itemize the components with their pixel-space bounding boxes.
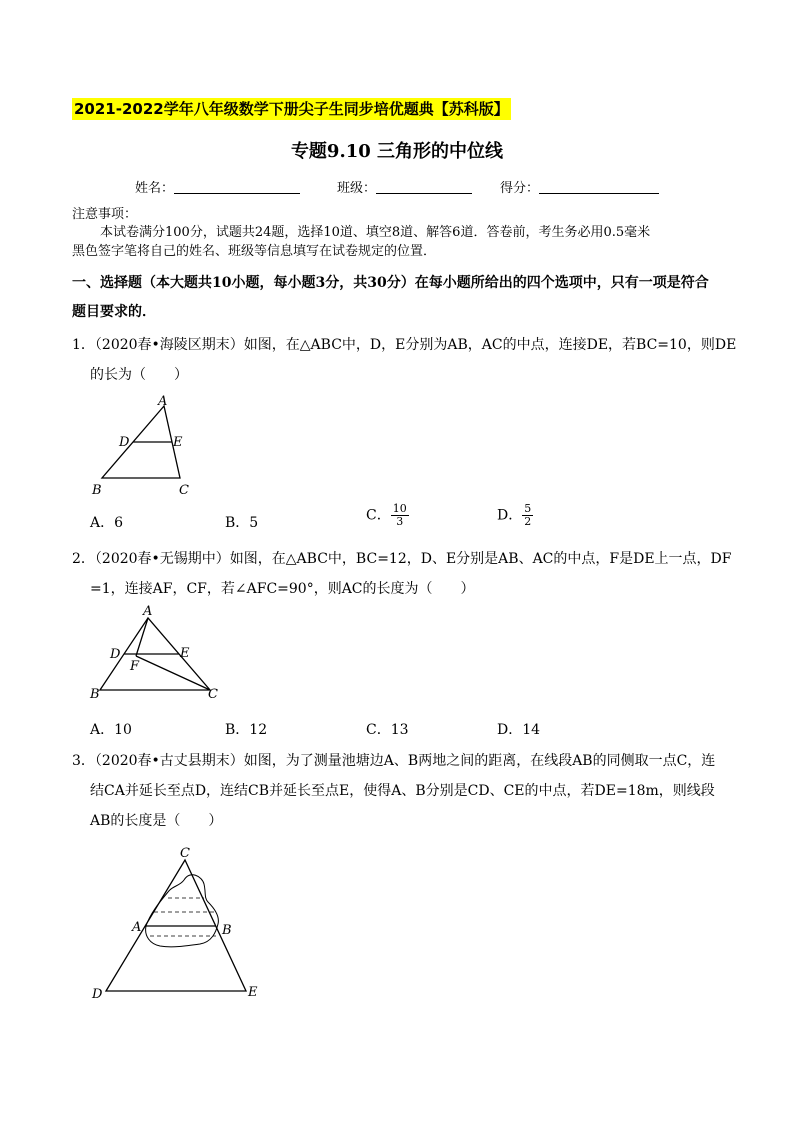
fraction-denominator: 3 bbox=[396, 515, 404, 528]
fraction-numerator: 5 bbox=[524, 502, 532, 515]
question-2-line-1: 2．（2020春•无锡期中）如图，在△ABC中，BC=12，D、E分别是AB、AC的中点，F是DE上一点，DF bbox=[72, 551, 732, 567]
label-b: B bbox=[92, 483, 102, 498]
name-blank[interactable] bbox=[174, 179, 300, 194]
fraction-denominator: 2 bbox=[524, 515, 532, 528]
name-field[interactable] bbox=[135, 177, 300, 196]
question-3-line-1: 3．（2020春•古丈县期末）如图，为了测量池塘边A、B两地之间的距离，在线段AB的同侧取一点C，连 bbox=[72, 753, 716, 769]
q1-option-c[interactable] bbox=[366, 503, 409, 528]
score-blank[interactable] bbox=[539, 179, 659, 194]
class-label: 班级： bbox=[337, 181, 377, 196]
class-blank[interactable] bbox=[376, 179, 472, 194]
label-a: A bbox=[132, 920, 142, 935]
series-header: 2021-2022学年八年级数学下册尖子生同步培优题典【苏科版】 bbox=[74, 100, 509, 118]
q2-option-d[interactable]: D．14 bbox=[497, 722, 541, 738]
section-heading-line-1: 一、选择题（本大题共10小题，每小题3分，共30分）在每小题所给出的四个选项中，只有一项是符合 bbox=[72, 275, 709, 291]
q2-option-a[interactable]: A．10 bbox=[90, 722, 132, 738]
score-field[interactable] bbox=[500, 177, 659, 196]
label-d: D bbox=[119, 435, 130, 450]
label-e: E bbox=[248, 985, 258, 1000]
question-3-figure bbox=[88, 840, 278, 1005]
fraction-numerator: 10 bbox=[392, 502, 407, 515]
label-b: B bbox=[90, 687, 100, 702]
q1-option-c-fraction bbox=[391, 503, 409, 528]
label-c: C bbox=[179, 483, 189, 498]
q1-option-d-fraction bbox=[522, 503, 533, 528]
label-a: A bbox=[143, 604, 153, 619]
name-label: 姓名： bbox=[135, 181, 175, 196]
label-c: C bbox=[208, 687, 218, 702]
q2-option-b[interactable]: B．12 bbox=[225, 722, 268, 738]
page-title: 专题9.10 三角形的中位线 bbox=[290, 141, 504, 162]
score-label: 得分： bbox=[500, 181, 540, 196]
label-f: F bbox=[130, 659, 140, 674]
segment-af bbox=[136, 618, 148, 656]
label-d: D bbox=[92, 987, 103, 1002]
question-2-figure bbox=[84, 604, 224, 704]
q1-option-d-label: D． bbox=[497, 507, 523, 524]
question-1-figure bbox=[86, 390, 206, 500]
q1-option-c-label: C． bbox=[366, 507, 391, 524]
question-2-line-2: =1，连接AF，CF，若∠AFC=90°，则AC的长度为（ ） bbox=[90, 581, 475, 597]
q1-option-a[interactable]: A．6 bbox=[90, 515, 124, 531]
label-b: B bbox=[222, 923, 232, 938]
q1-option-b[interactable]: B．5 bbox=[225, 515, 259, 531]
section-heading-line-2: 题目要求的． bbox=[72, 304, 156, 320]
notes-line-1: 本试卷满分100分，试题共24题，选择10道、填空8道、解答6道．答卷前，考生务必用0.5毫米 bbox=[100, 225, 651, 240]
question-3-line-3: AB的长度是（ ） bbox=[90, 813, 223, 829]
question-3-line-2: 结CA并延长至点D，连结CB并延长至点E，使得A、B分别是CD、CE的中点，若DE=18m，则线段 bbox=[90, 783, 715, 799]
q2-option-c[interactable]: C．13 bbox=[366, 722, 409, 738]
class-field[interactable] bbox=[337, 177, 472, 196]
question-1-line-2: 的长为（ ） bbox=[90, 367, 188, 383]
segment-cf bbox=[136, 656, 210, 690]
notes-line-2: 黑色签字笔将自己的姓名、班级等信息填写在试卷规定的位置． bbox=[72, 244, 437, 259]
label-e: E bbox=[173, 435, 183, 450]
question-1-line-1: 1．（2020春•海陵区期末）如图，在△ABC中，D，E分别为AB，AC的中点，连接DE，若BC=10，则DE bbox=[72, 337, 737, 353]
label-c: C bbox=[180, 846, 190, 861]
label-d: D bbox=[110, 647, 121, 662]
label-e: E bbox=[180, 646, 190, 661]
label-a: A bbox=[158, 394, 168, 409]
notes-heading: 注意事项： bbox=[72, 207, 138, 222]
q1-option-d[interactable] bbox=[497, 503, 533, 528]
